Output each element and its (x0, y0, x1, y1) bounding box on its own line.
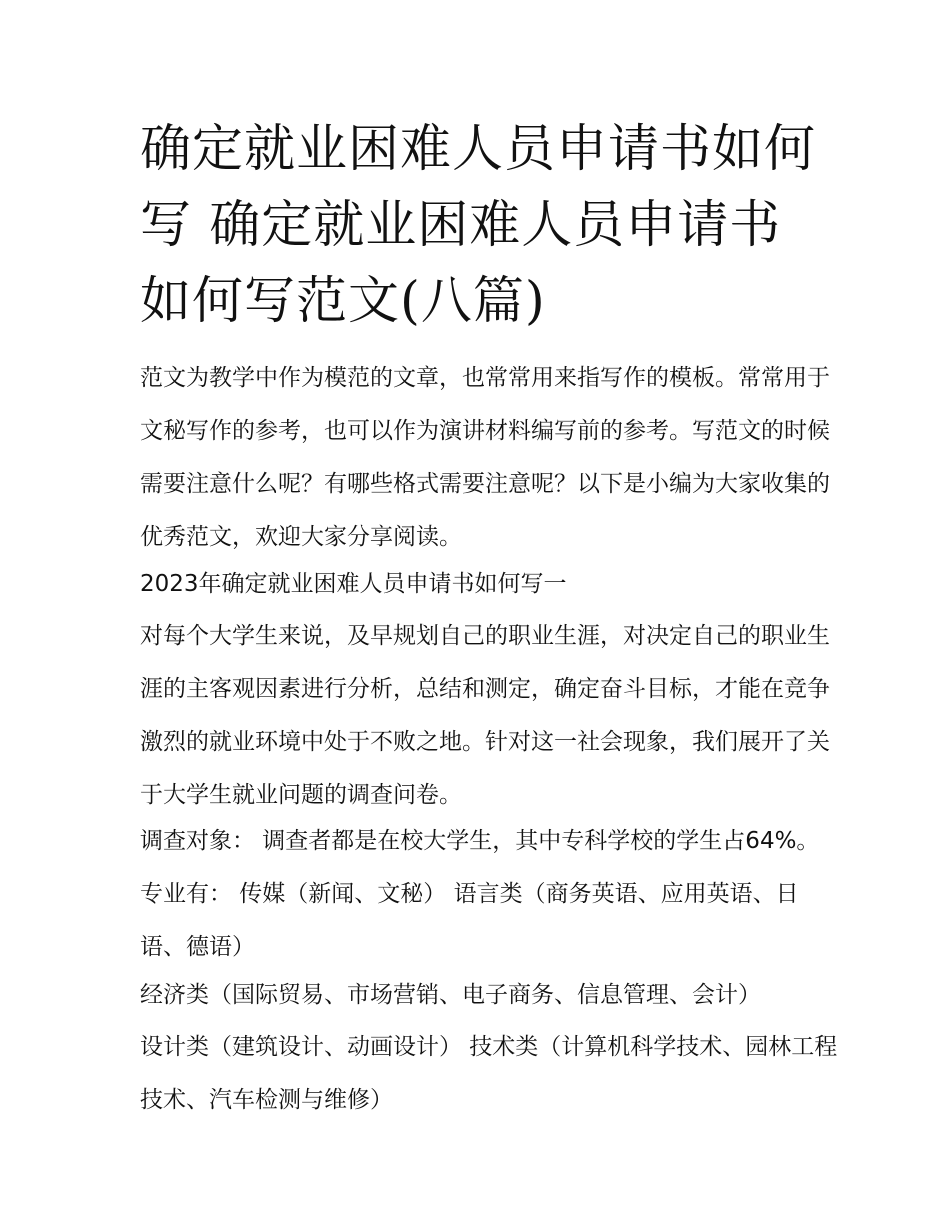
survey-subjects-paragraph: 调查对象： 调查者都是在校大学生，其中专科学校的学生占64%。 专业有： 传媒（新闻、文秘） 语言类（商务英语、应用英语、日语、德语） (140, 828, 820, 960)
intro-paragraph: 范文为教学中作为模范的文章，也常常用来指写作的模板。常常用于文秘写作的参考，也可以作为演讲材料编写前的参考。写范文的时候需要注意什么呢？有哪些格式需要注意呢？以下是小编为大家收集的优秀范文，欢迎大家分享阅读。 (140, 365, 830, 550)
body-paragraph: 对每个大学生来说，及早规划自己的职业生涯，对决定自己的职业生涯的主客观因素进行分析，总结和测定，确定奋斗目标，才能在竞争激烈的就业环境中处于不败之地。针对这一社会现象，我们展开了关于大学生就业问题的调查问卷。 (140, 623, 830, 808)
section-heading: 2023年确定就业困难人员申请书如何写一 (140, 571, 567, 597)
economics-paragraph: 经济类（国际贸易、市场营销、电子商务、信息管理、会计） (140, 982, 761, 1008)
document-title: 确定就业困难人员申请书如何写 确定就业困难人员申请书如何写范文(八篇) (140, 120, 817, 331)
design-tech-paragraph: 设计类（建筑设计、动画设计） 技术类（计算机科学技术、园林工程技术、汽车检测与维修） (140, 1034, 838, 1113)
